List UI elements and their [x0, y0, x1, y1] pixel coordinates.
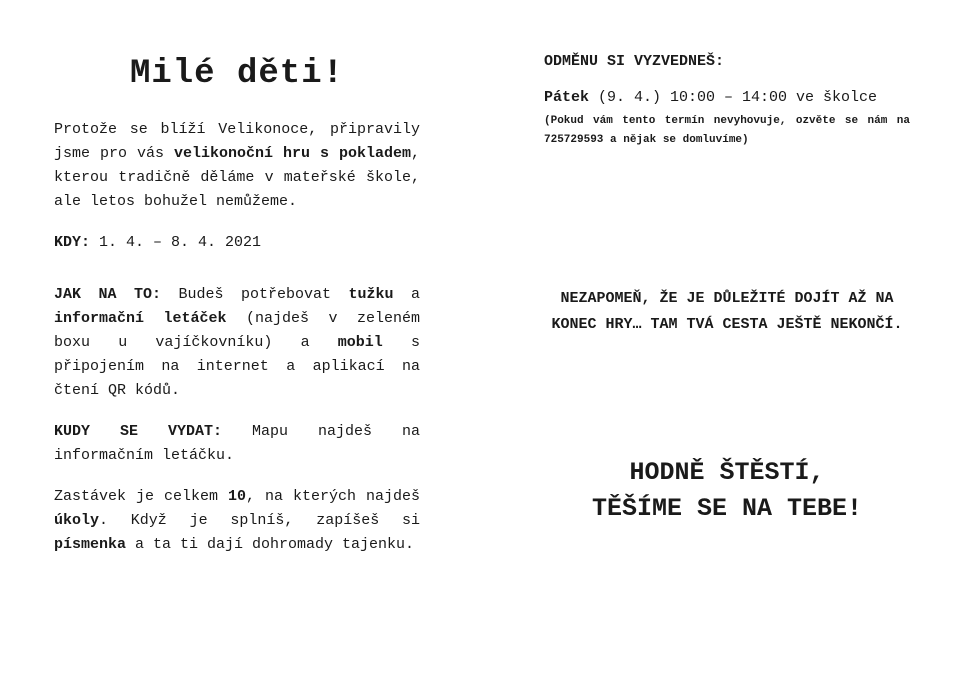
- intro-paragraph: [54, 118, 420, 214]
- page-title: Milé děti!: [129, 55, 345, 93]
- reward-day: Pátek: [544, 89, 590, 106]
- zastavky-text-4: a ta ti dají dohromady tajenku.: [126, 536, 415, 553]
- jak-bold-mobile: mobil: [337, 334, 383, 351]
- kdy-label: KDY:: [54, 234, 91, 251]
- zastavky-bold-count: 10: [228, 488, 247, 505]
- right-column: [544, 52, 910, 150]
- jak-text-1: Budeš potřebovat: [161, 286, 349, 303]
- kudy-label: KUDY SE VYDAT:: [54, 423, 222, 440]
- zastavky-text-3: . Když je splníš, zapíšeš si: [99, 512, 420, 529]
- good-luck-line-1: HODNĚ ŠTĚSTÍ,: [629, 458, 825, 487]
- jak-bold-leaflet: informační letáček: [54, 310, 227, 327]
- intro-text-1: Protože se blíží Velikonoce, připravily jsme pro vás: [54, 121, 420, 162]
- jak-label: JAK NA TO:: [54, 286, 161, 303]
- kdy-paragraph: [54, 231, 420, 255]
- intro-text-2: , kterou tradičně děláme v mateřské škole, ale letos bohužel nemůžeme.: [54, 145, 420, 210]
- good-luck-block: [544, 455, 910, 527]
- zastavky-text-2: , na kterých najdeš: [246, 488, 421, 505]
- jak-text-4: s připojením na internet a aplikací na čtení QR kódů.: [54, 334, 420, 399]
- zastavky-bold-tasks: úkoly: [54, 512, 100, 529]
- zastavky-bold-letters: písmenka: [54, 536, 127, 553]
- reward-note: (Pokud vám tento termín nevyhovuje, ozvěte se nám na 725729593 a nějak se domluvíme): [544, 115, 910, 146]
- reward-date-rest: (9. 4.) 10:00 – 14:00 ve školce: [589, 89, 878, 106]
- reward-heading: ODMĚNU SI VYZVEDNEŠ:: [544, 53, 725, 70]
- left-column: [54, 52, 420, 557]
- jak-bold-pencil: tužku: [348, 286, 394, 303]
- intro-bold-game: velikonoční hru s pokladem: [173, 145, 411, 162]
- jak-paragraph: [54, 283, 420, 403]
- zastavky-paragraph: [54, 485, 420, 557]
- warning-text: NEZAPOMEŇ, ŽE JE DŮLEŽITÉ DOJÍT AŽ NA KONEC HRY… TAM TVÁ CESTA JEŠTĚ NEKONČÍ.: [551, 290, 903, 333]
- zastavky-text-1: Zastávek je celkem: [54, 488, 228, 505]
- kudy-paragraph: [54, 420, 420, 468]
- jak-text-3: (najdeš v zeleném boxu u vajíčkovníku) a: [54, 310, 420, 351]
- good-luck-line-2: TĚŠÍME SE NA TEBE!: [591, 494, 863, 523]
- reward-date: [544, 86, 910, 110]
- kudy-value: Mapu najdeš na informačním letáčku.: [54, 423, 420, 464]
- jak-text-2: a: [393, 286, 421, 303]
- kdy-value: 1. 4. – 8. 4. 2021: [90, 234, 262, 251]
